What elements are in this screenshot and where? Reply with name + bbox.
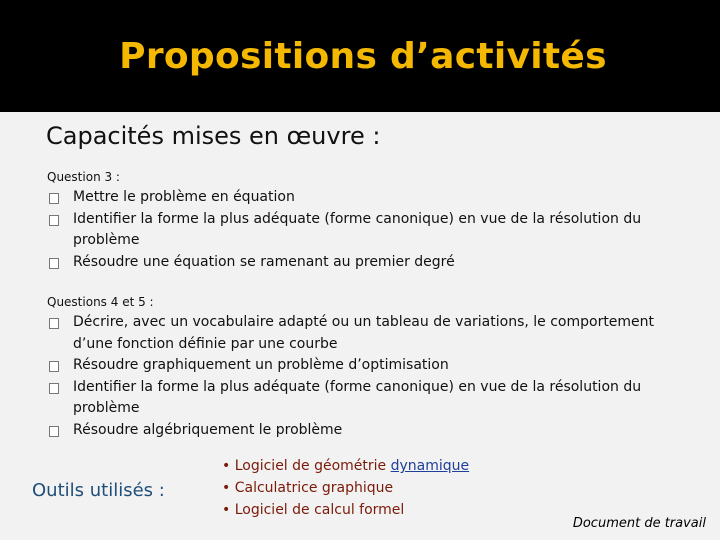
dynamique-link[interactable]: dynamique — [390, 458, 470, 474]
tools-list — [222, 455, 469, 521]
checkbox-bullet-icon — [49, 193, 59, 204]
tool-item-geometry: • Logiciel de géométrie dynamique — [222, 458, 470, 474]
tool-item-cas: • Logiciel de calcul formel — [222, 502, 405, 518]
tools-label: Outils utilisés : — [32, 480, 165, 501]
bullet-list-question-3 — [47, 187, 697, 273]
list-item: Résoudre une équation se ramenant au premier degré — [47, 252, 697, 274]
title-bar — [0, 0, 720, 112]
checkbox-bullet-icon — [49, 215, 59, 226]
list-item: Résoudre graphiquement un problème d’optimisation — [47, 355, 697, 377]
section-heading-questions-4-5: Questions 4 et 5 : — [47, 295, 154, 309]
list-item: Résoudre algébriquement le problème — [47, 420, 697, 442]
slide-title: Propositions d’activités — [119, 35, 607, 77]
document-note: Document de travail — [572, 516, 706, 531]
checkbox-bullet-icon — [49, 426, 59, 437]
slide-subtitle: Capacités mises en œuvre : — [46, 122, 381, 150]
checkbox-bullet-icon — [49, 258, 59, 269]
tool-item-calculator: • Calculatrice graphique — [222, 480, 394, 496]
section-heading-question-3: Question 3 : — [47, 170, 120, 184]
bullet-list-questions-4-5 — [47, 312, 697, 441]
list-item: Identifier la forme la plus adéquate (forme canonique) en vue de la résolution du problème — [47, 377, 697, 420]
list-item: Identifier la forme la plus adéquate (forme canonique) en vue de la résolution du problème — [47, 209, 697, 252]
list-item: Mettre le problème en équation — [47, 187, 697, 209]
checkbox-bullet-icon — [49, 383, 59, 394]
checkbox-bullet-icon — [49, 361, 59, 372]
list-item: Décrire, avec un vocabulaire adapté ou un tableau de variations, le comportement d’une fonction définie par une courbe — [47, 312, 697, 355]
checkbox-bullet-icon — [49, 318, 59, 329]
